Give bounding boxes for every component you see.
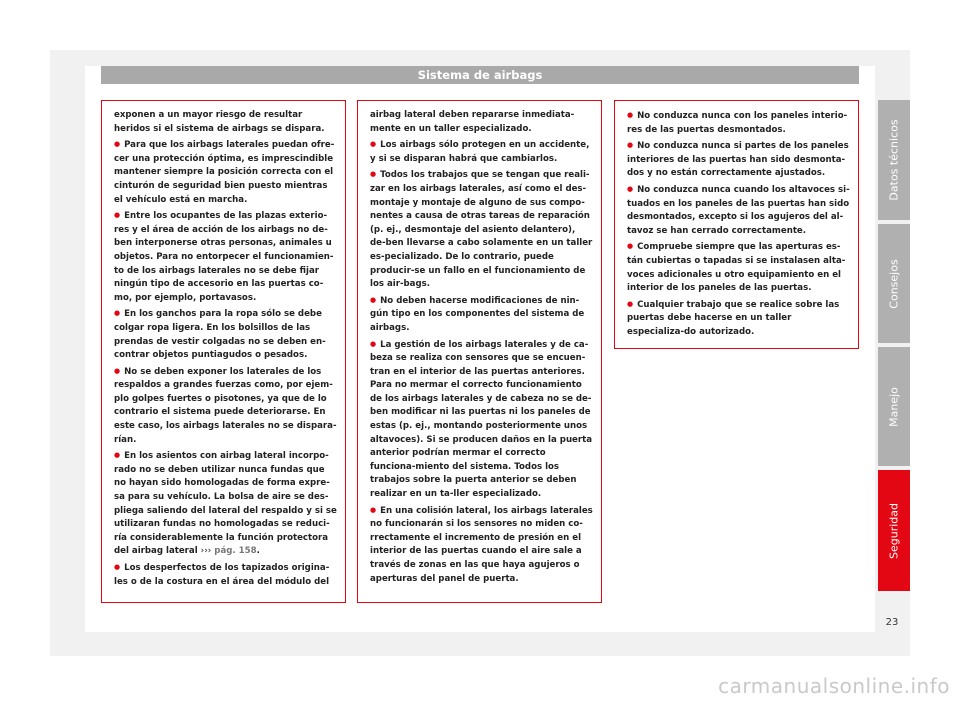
- warning-item: ● En una colisión lateral, los airbags laterales no funcionarán si los sensores no miden co-rrectamente el incremento de presión en el interior de las puertas cuando el aire sale a través de zonas en las que haya agujeros o aperturas del panel de puerta.: [370, 504, 593, 587]
- warning-item: ● No conduzca nunca con los paneles interio-res de las puertas desmontados.: [627, 109, 850, 137]
- warning-item: ● Compruebe siempre que las aperturas es-tán cubiertas o tapadas si se instalasen alta-voces adicionales u otro equipamiento en el interior de los paneles de las puertas.: [627, 240, 850, 295]
- paragraph: exponen a un mayor riesgo de resultar heridos si el sistema de airbags se dispara.: [114, 110, 325, 134]
- warning-text: En los asientos con airbag lateral incorpo-rado no se deben utilizar nunca fundas que no hayan sido homologadas de forma expre-sa para su vehículo. La bolsa de aire se des-pliega saliendo del lateral del respaldo y si se utilizaran fundas no homologadas se reduci-ría considerablemente la función protectora del airbag lateral: [114, 451, 337, 557]
- tab-label: Seguridad: [887, 502, 901, 559]
- warning-item: ● Para que los airbags laterales puedan ofre-cer una protección óptima, es imprescindible mantener siempre la posición correcta con el cinturón de seguridad bien puesto mientras el vehículo está en marcha.: [114, 138, 337, 207]
- warning-item: ● La gestión de los airbags laterales y de ca-beza se realiza con sensores que se encuen-tran en el interior de las puertas anteriores. Para no mermar el correcto funcionamiento de los airbags laterales y de cabeza no se de-ben modificar ni las puertas ni los paneles de estas (p. ej., montando posteriormente unos altavoces). Si se producen daños en la puerta anterior podrían mermar el correcto funciona-miento del sistema. Todos los trabajos sobre la puerta anterior se deben realizar en un ta-ller especializado.: [370, 338, 593, 502]
- warning-item: ● Los desperfectos de los tapizados origina-les o de la costura en el área del módulo del: [114, 561, 337, 589]
- warning-item: ● No conduzca nunca cuando los altavoces si-tuados en los paneles de las puertas han sido desmontados, excepto si los agujeros del al-tavoz se han cerrado correctamente.: [627, 183, 850, 238]
- warning-item: ● En los ganchos para la ropa sólo se debe colgar ropa ligera. En los bolsillos de las prendas de vestir colgadas no se deben en-contrar objetos puntiagudos o pesados.: [114, 307, 337, 362]
- paragraph: airbag lateral deben repararse inmediata-mente en un taller especializado.: [370, 110, 575, 134]
- warning-item: ● Todos los trabajos que se tengan que reali-zar en los airbags laterales, así como el des-montaje y montaje de alguno de sus compo-nentes a causa de otras tareas de reparación (p. ej., desmontaje del asiento delantero), de-ben llevarse a cabo solamente en un taller es-pecializado. De lo contrario, puede producir-se un fallo en el funcionamiento de los air-bags.: [370, 168, 593, 291]
- tab-label: Consejos: [887, 258, 901, 309]
- page-reference-arrow-icon: ›››: [200, 546, 212, 557]
- sentence-end: .: [256, 546, 260, 557]
- warning-item: ● Los airbags sólo protegen en un accidente, y si se disparan habrá que cambiarlos.: [370, 138, 593, 166]
- tab-manejo[interactable]: [878, 347, 910, 466]
- page-number: 23: [885, 617, 899, 628]
- warning-item: [114, 449, 337, 559]
- warning-item: ● No deben hacerse modificaciones de nin-gún tipo en los componentes del sistema de airbags.: [370, 294, 593, 336]
- watermark: carmanualsonline.info: [718, 674, 950, 698]
- warning-item: ● Cualquier trabajo que se realice sobre las puertas debe hacerse en un taller especializa-do autorizado.: [627, 298, 850, 340]
- text-column-3: [614, 100, 859, 349]
- tab-label: Manejo: [887, 386, 901, 427]
- tab-consejos[interactable]: [878, 224, 910, 343]
- tab-seguridad-active[interactable]: [878, 470, 910, 591]
- page-reference-link[interactable]: pág. 158: [214, 546, 257, 557]
- tab-label: Datos técnicos: [887, 119, 901, 201]
- warning-item: ● Entre los ocupantes de las plazas exterio-res y el área de acción de los airbags no de-ben interponerse otras personas, animales u objetos. Para no entorpecer el funcionamien-to de los airbags laterales no se debe fijar ningún tipo de accesorio en las puertas co-mo, por ejemplo, portavasos.: [114, 209, 337, 305]
- tab-datos-tecnicos[interactable]: [878, 100, 910, 220]
- text-column-2: [357, 100, 602, 603]
- warning-item: ● No se deben exponer los laterales de los respaldos a grandes fuerzas como, por ejem-plo golpes fuertes o pisotones, ya que de lo contrario el sistema puede deteriorarse. En este caso, los airbags laterales no se dispara-rían.: [114, 365, 337, 448]
- warning-item: ● No conduzca nunca si partes de los paneles interiores de las puertas han sido desmonta-dos y no están correctamente ajustados.: [627, 139, 850, 181]
- text-column-1: [101, 100, 346, 603]
- section-header: Sistema de airbags: [101, 66, 859, 84]
